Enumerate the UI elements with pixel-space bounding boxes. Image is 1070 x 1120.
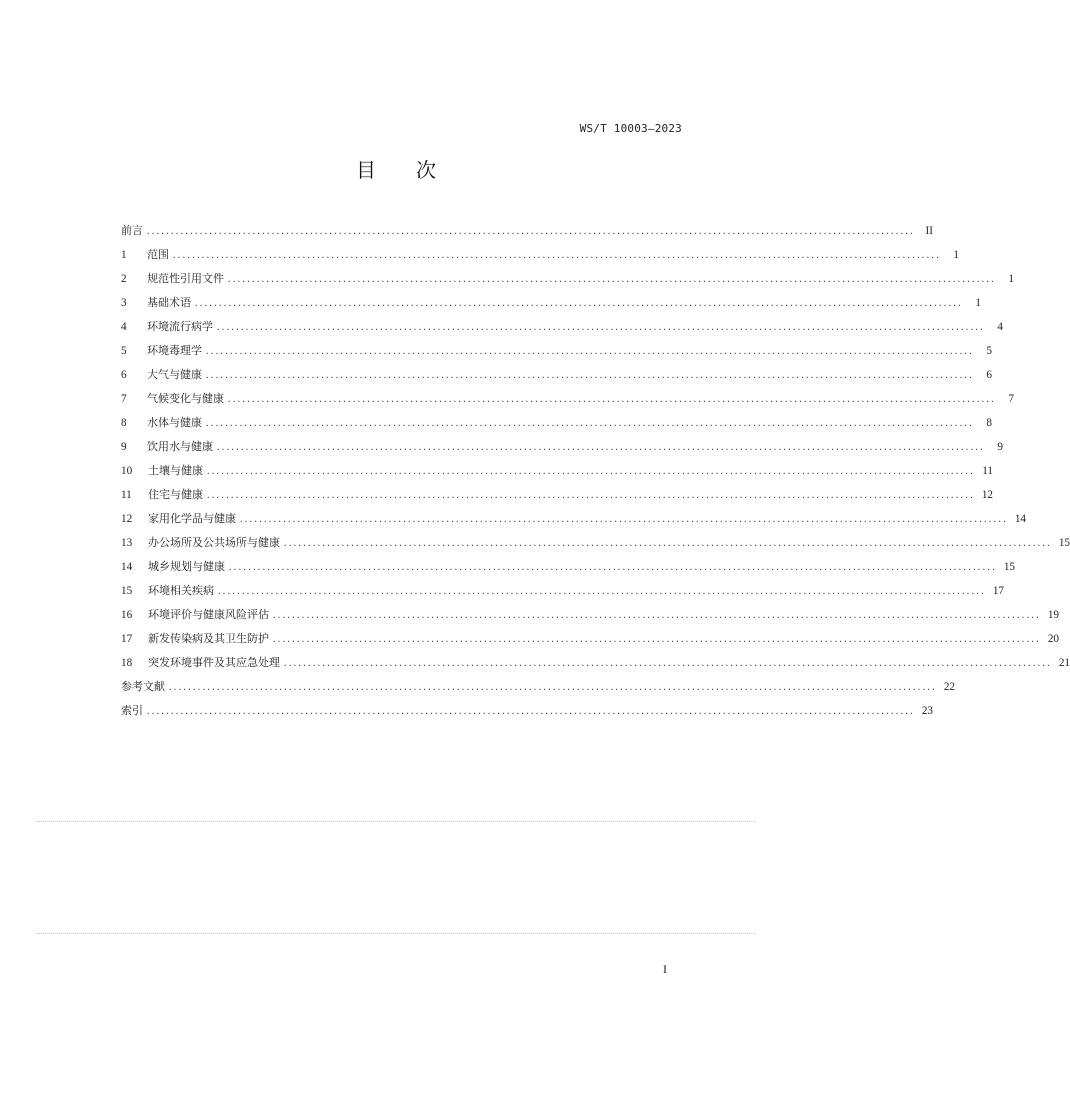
toc-entry-number: 18	[121, 657, 133, 669]
divider	[36, 933, 756, 934]
toc-entry-page: 7	[1008, 393, 1014, 405]
toc-entry[interactable]	[121, 603, 1059, 627]
toc-entry[interactable]	[121, 267, 1014, 291]
toc-entry-label: 环境评价与健康风险评估	[148, 608, 269, 621]
toc-entry-label: 参考文献	[121, 680, 165, 693]
toc-dot-leader: ................................................................................................................................................................	[273, 610, 1041, 621]
toc-entry-page: 6	[986, 369, 992, 381]
toc-entry-page: 1	[1008, 273, 1014, 285]
toc-entry-page: 20	[1047, 633, 1059, 645]
toc-entry-label: 规范性引用文件	[147, 272, 224, 285]
toc-entry[interactable]	[121, 483, 993, 507]
page-number: I	[663, 962, 667, 976]
toc-entry-number: 1	[121, 249, 127, 261]
toc-entry-number: 7	[121, 393, 127, 405]
toc-entry-number: 10	[121, 465, 133, 477]
toc-entry-label: 前言	[121, 224, 143, 237]
toc-entry-label: 突发环境事件及其应急处理	[148, 656, 280, 669]
toc-dot-leader: ................................................................................................................................................................	[207, 466, 975, 477]
toc-entry[interactable]	[121, 291, 981, 315]
toc-dot-leader: ................................................................................................................................................................	[284, 658, 1052, 669]
toc-entry-page: 4	[997, 321, 1003, 333]
toc-entry-page: 22	[943, 681, 955, 693]
toc-entry-page: 21	[1058, 657, 1070, 669]
toc-entry[interactable]	[121, 459, 993, 483]
toc-dot-leader: ................................................................................................................................................................	[147, 706, 915, 717]
toc-entry-number: 16	[121, 609, 133, 621]
toc-entry-label: 办公场所及公共场所与健康	[148, 536, 280, 549]
toc-entry-page: 19	[1047, 609, 1059, 621]
toc-entry-number: 14	[121, 561, 133, 573]
toc-entry-page: 15	[1058, 537, 1070, 549]
toc-entry-page: 15	[1003, 561, 1015, 573]
toc-entry-page: 23	[921, 705, 933, 717]
toc-entry[interactable]	[121, 699, 933, 723]
toc-dot-leader: ................................................................................................................................................................	[195, 298, 963, 309]
toc-dot-leader: ................................................................................................................................................................	[228, 274, 996, 285]
toc-entry-label: 土壤与健康	[148, 464, 203, 477]
toc-entry-page: II	[925, 225, 933, 237]
toc-entry-label: 新发传染病及其卫生防护	[148, 632, 269, 645]
toc-dot-leader: ................................................................................................................................................................	[228, 394, 996, 405]
toc-entry-label: 索引	[121, 704, 143, 717]
toc-dot-leader: ................................................................................................................................................................	[173, 250, 941, 261]
toc-entry-page: 8	[986, 417, 992, 429]
toc-entry-label: 城乡规划与健康	[148, 560, 225, 573]
toc-dot-leader: ................................................................................................................................................................	[206, 346, 974, 357]
divider	[36, 821, 756, 822]
toc-entry[interactable]	[121, 315, 1003, 339]
toc-entry-label: 水体与健康	[147, 416, 202, 429]
toc-dot-leader: ................................................................................................................................................................	[229, 562, 997, 573]
toc-entry-number: 5	[121, 345, 127, 357]
toc-entry[interactable]	[121, 411, 992, 435]
toc-entry-page: 17	[992, 585, 1004, 597]
toc-entry[interactable]	[121, 579, 1004, 603]
toc-dot-leader: ................................................................................................................................................................	[273, 634, 1041, 645]
toc-entry-label: 基础术语	[147, 296, 191, 309]
toc-entry-label: 气候变化与健康	[147, 392, 224, 405]
toc-entry-number: 15	[121, 585, 133, 597]
toc-entry[interactable]	[121, 627, 1059, 651]
toc-entry-number: 9	[121, 441, 127, 453]
toc-entry-label: 饮用水与健康	[147, 440, 213, 453]
toc-entry[interactable]	[121, 507, 1026, 531]
toc-entry[interactable]	[121, 651, 1070, 675]
toc-entry-label: 范围	[147, 248, 169, 261]
toc-entry-label: 环境相关疾病	[148, 584, 214, 597]
toc-entry-label: 大气与健康	[147, 368, 202, 381]
toc-entry-label: 环境流行病学	[147, 320, 213, 333]
table-of-contents	[121, 219, 1070, 723]
toc-dot-leader: ................................................................................................................................................................	[218, 586, 986, 597]
toc-entry-page: 9	[997, 441, 1003, 453]
toc-dot-leader: ................................................................................................................................................................	[206, 370, 974, 381]
toc-entry-label: 环境毒理学	[147, 344, 202, 357]
toc-dot-leader: ................................................................................................................................................................	[169, 682, 937, 693]
toc-dot-leader: ................................................................................................................................................................	[217, 442, 985, 453]
toc-entry-number: 2	[121, 273, 127, 285]
toc-dot-leader: ................................................................................................................................................................	[207, 490, 975, 501]
toc-entry-number: 4	[121, 321, 127, 333]
toc-entry-page: 5	[986, 345, 992, 357]
toc-dot-leader: ................................................................................................................................................................	[284, 538, 1052, 549]
document-code: WS/T 10003—2023	[579, 122, 682, 135]
page-title: 目次	[356, 158, 476, 182]
toc-entry[interactable]	[121, 363, 992, 387]
toc-entry-label: 家用化学品与健康	[148, 512, 236, 525]
toc-entry-page: 1	[975, 297, 981, 309]
toc-entry-number: 8	[121, 417, 127, 429]
toc-entry-page: 12	[981, 489, 993, 501]
toc-dot-leader: ................................................................................................................................................................	[217, 322, 985, 333]
toc-entry-page: 11	[982, 465, 993, 477]
toc-entry[interactable]	[121, 387, 1014, 411]
toc-dot-leader: ................................................................................................................................................................	[240, 514, 1008, 525]
toc-entry[interactable]	[121, 555, 1015, 579]
toc-entry[interactable]	[121, 531, 1070, 555]
toc-entry-number: 11	[121, 489, 132, 501]
toc-entry-label: 住宅与健康	[148, 488, 203, 501]
toc-entry[interactable]	[121, 435, 1003, 459]
toc-entry-number: 6	[121, 369, 127, 381]
toc-dot-leader: ................................................................................................................................................................	[206, 418, 974, 429]
toc-entry[interactable]	[121, 339, 992, 363]
toc-entry-number: 3	[121, 297, 127, 309]
toc-entry[interactable]	[121, 675, 955, 699]
toc-entry-page: 14	[1014, 513, 1026, 525]
toc-entry-number: 13	[121, 537, 133, 549]
toc-entry-number: 12	[121, 513, 133, 525]
toc-entry[interactable]	[121, 243, 959, 267]
toc-dot-leader: ................................................................................................................................................................	[147, 226, 915, 237]
toc-entry-page: 1	[953, 249, 959, 261]
toc-entry-number: 17	[121, 633, 133, 645]
toc-entry[interactable]	[121, 219, 933, 243]
